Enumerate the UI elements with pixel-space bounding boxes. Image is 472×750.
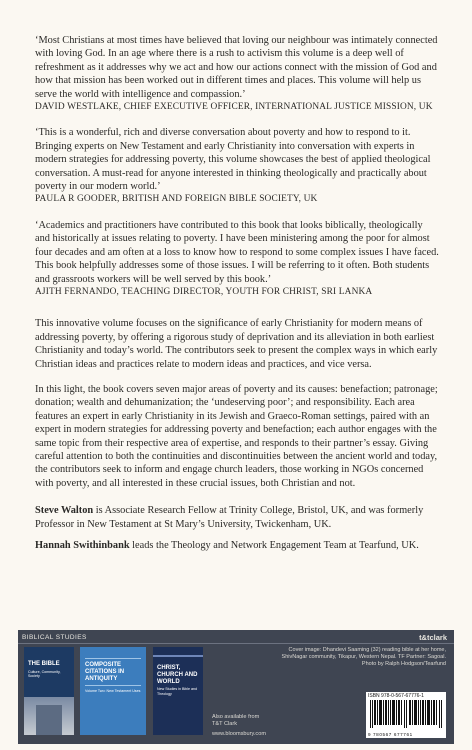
editor-bio-text: is Associate Research Fellow at Trinity College, Bristol, UK, and was formerly Professor in New Testament at St Mary’s University, Twickenham, UK. xyxy=(35,505,424,530)
related-book-title: CHRIST, CHURCH AND WORLD xyxy=(157,665,198,685)
barcode-icon xyxy=(370,700,442,728)
editor-name: Hannah Swithinbank xyxy=(35,540,130,551)
endorsement-quote: ‘Most Christians at most times have believed that loving our neighbour was intimately connected with loving God. In an age where there is a rush to activism this volume is a deep well of refreshment as it addresses why we act and how our actions connect with the mission of God and how that mission has been worked out in different times and places. This volume will help us serve the world with intelligence and compassion.’ xyxy=(35,35,438,100)
related-book-cover-2 xyxy=(80,647,146,735)
editor-bio-text: leads the Theology and Network Engagement Team at Tearfund, UK. xyxy=(129,540,419,551)
editor-name: Steve Walton xyxy=(35,505,94,517)
related-book-title: COMPOSITE CITATIONS IN ANTIQUITY xyxy=(85,662,125,682)
endorsement-2 xyxy=(35,126,440,206)
series-label: BIBLICAL STUDIES xyxy=(22,634,87,641)
description-paragraph-2: In this light, the book covers seven major areas of poverty and its causes: benefaction; patronage; donation; wealth and dehumanization; the ‘undeserving poor’; and responsibility. Each area features an expert in early Christianity in its Jewish and Graeco-Roman settings, paired with an expert in modern strategies for addressing poverty and benefaction; each author engages with the same topic from their respective area of expertise, and responds to their partner’s essay. Giving careful attention to both the continuities and discontinuities between the ancient world and today, the contributors seek to inform and engage church leaders, those working in NGOs concerned with poverty, and all interested in these crucial issues, both Christian and not. xyxy=(35,383,438,489)
cover-footer-band xyxy=(18,630,454,744)
publisher-logo: t&tclark xyxy=(419,633,447,642)
endorsement-attribution: PAULA R GOODER, BRITISH AND FOREIGN BIBLE SOCIETY, UK xyxy=(35,194,318,205)
endorsement-quote: ‘Academics and practitioners have contributed to this book that looks biblically, theologically and historically at issues relating to poverty. I have been ministering among the poor for almost four decades and am often at a loss to know how to respond to some complex issues I have faced. This book helpfully addresses some of those issues. I will be referring to it often. Both students and grassroots workers will be well served by this book.’ xyxy=(35,219,439,285)
editor-bio-2 xyxy=(35,539,440,552)
related-book-cover-3 xyxy=(153,647,203,735)
cover-image-credit: Cover image: Dhandevi Saaming (32) reading bible at her home, ShivNagar community, Tikapur, Western Nepal. TF Partner: Sagoal. Photo by Ralph Hodgson/Tearfund xyxy=(281,647,446,668)
back-cover-text xyxy=(35,34,440,564)
divider xyxy=(18,643,454,644)
endorsement-attribution: AJITH FERNANDO, TEACHING DIRECTOR, YOUTH FOR CHRIST, SRI LANKA xyxy=(35,286,373,297)
related-book-subtitle: Culture, Community, Society xyxy=(28,669,61,679)
endorsement-3 xyxy=(35,219,440,299)
description-paragraph-1: This innovative volume focuses on the significance of early Christianity for modern means of addressing poverty, by offering a rigorous study of deprivation and its alleviation in both earliest Christianity and today’s world. The contributors seek to present the complex ways in which early Christian ideas and practices relate to modern ideas and practices, and vice versa. xyxy=(35,318,438,370)
editor-bio-1 xyxy=(35,504,440,531)
related-book-subtitle: New Studies in Bible and Theology xyxy=(157,687,197,696)
publisher-website: www.bloomsbury.com xyxy=(212,731,266,737)
endorsement-attribution: DAVID WESTLAKE, CHIEF EXECUTIVE OFFICER, INTERNATIONAL JUSTICE MISSION, UK xyxy=(35,102,433,113)
also-available-note: Also available from T&T Clark xyxy=(212,714,260,727)
barcode-number: 9 780567 677761 xyxy=(368,732,413,737)
related-book-title: THE BIBLE xyxy=(28,661,60,667)
isbn-barcode xyxy=(366,692,446,738)
related-book-subtitle: Volume Two: New Testament Uses xyxy=(85,689,141,694)
endorsement-1 xyxy=(35,34,440,114)
isbn-text: ISBN 978-0-567-67776-1 xyxy=(368,693,424,699)
endorsement-quote: ‘This is a wonderful, rich and diverse conversation about poverty and how to respond to it. Bringing experts on New Testament and early Christianity into conversation with experts in modern strategies for addressing poverty, this volume showcases the best of applied theological conversation. A must-read for anyone interested in thinking theologically and practically about poverty in our modern world.’ xyxy=(35,127,431,193)
related-book-cover-1 xyxy=(24,647,74,735)
